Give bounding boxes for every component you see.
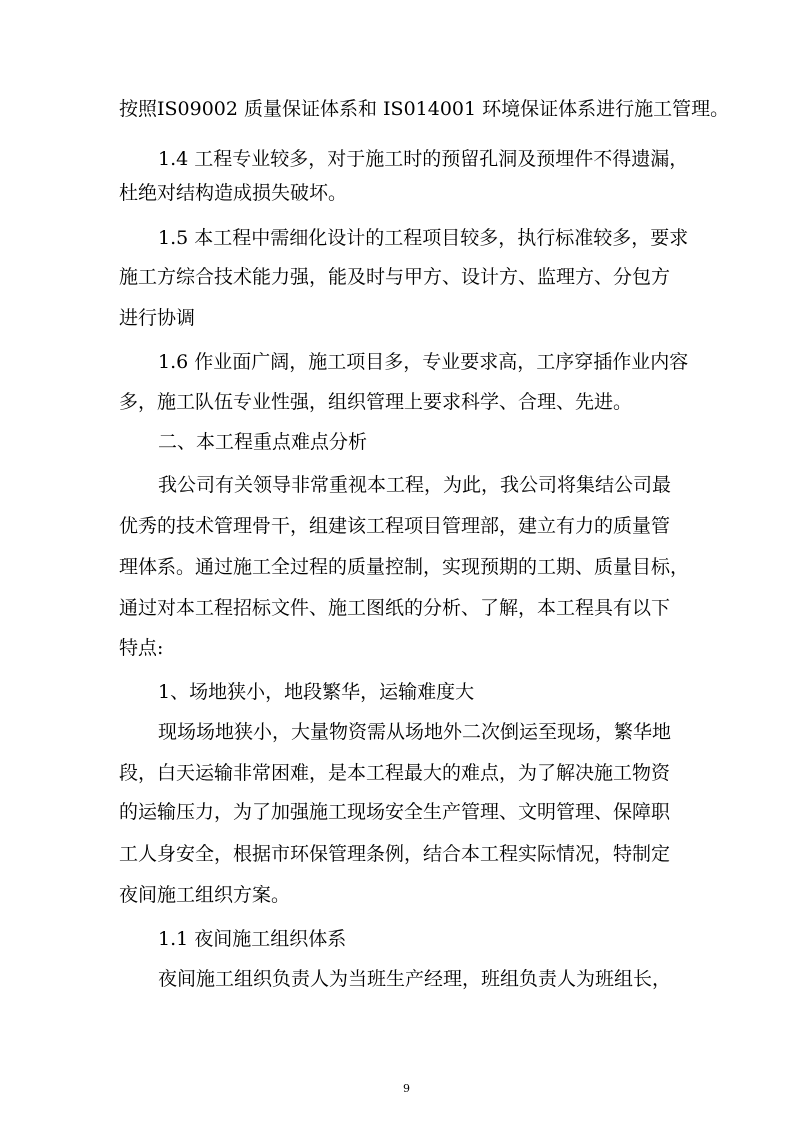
text-line: 段，白天运输非常困难，是本工程最大的难点，为了解决施工物资	[119, 762, 671, 784]
text-line: 按照IS09002 质量保证体系和 IS014001 环境保证体系进行施工管理。	[119, 98, 730, 120]
text-line: 理体系。通过施工全过程的质量控制，实现预期的工期、质量目标，	[119, 556, 690, 578]
text-line: 多，施工队伍专业性强，组织管理上要求科学、合理、先进。	[119, 391, 633, 413]
text-line: 杜绝对结构造成损失破坏。	[119, 182, 348, 204]
text-line: 我公司有关领导非常重视本工程，为此，我公司将集结公司最	[158, 474, 672, 496]
text-line: 进行协调	[119, 307, 196, 329]
text-line: 夜间施工组织负责人为当班生产经理，班组负责人为班组长，	[158, 968, 672, 990]
text-line: 工人身安全，根据市环保管理条例，结合本工程实际情况，特制定	[119, 843, 671, 865]
subsection-heading: 1、场地狭小，地段繁华，运输难度大	[158, 681, 475, 703]
text-line: 1.5 本工程中需细化设计的工程项目较多，执行标准较多，要求	[158, 227, 689, 249]
text-line: 1.4 工程专业较多，对于施工时的预留孔洞及预埋件不得遗漏，	[158, 148, 689, 170]
text-line: 1.6 作业面广阔，施工项目多，专业要求高，工序穿插作业内容	[158, 351, 689, 373]
text-line: 的运输压力，为了加强施工现场安全生产管理、文明管理、保障职	[119, 801, 671, 823]
text-line: 施工方综合技术能力强，能及时与甲方、设计方、监理方、分包方	[119, 266, 671, 288]
text-line: 通过对本工程招标文件、施工图纸的分析、了解，本工程具有以下	[119, 597, 671, 619]
subsection-heading: 1.1 夜间施工组织体系	[158, 928, 347, 950]
page-number: 9	[403, 1082, 410, 1095]
text-line: 优秀的技术管理骨干，组建该工程项目管理部，建立有力的质量管	[119, 515, 671, 537]
text-line: 特点:	[119, 637, 164, 659]
text-line: 现场场地狭小，大量物资需从场地外二次倒运至现场，繁华地	[158, 721, 672, 743]
text-line: 夜间施工组织方案。	[119, 884, 291, 906]
section-heading: 二、本工程重点难点分析	[158, 431, 368, 453]
